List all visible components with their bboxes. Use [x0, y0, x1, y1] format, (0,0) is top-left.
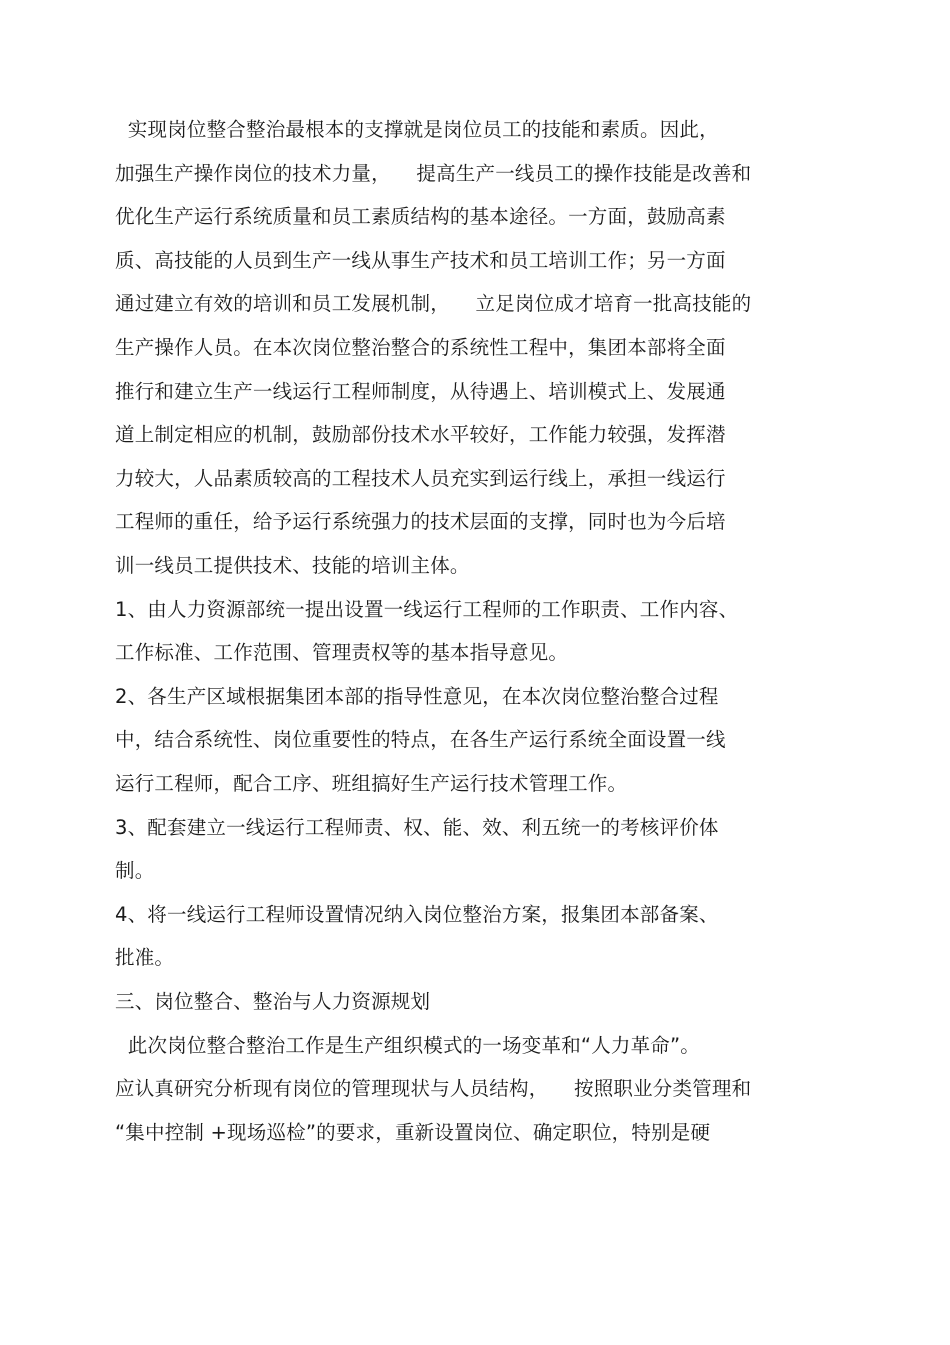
text-line: 力较大，人品素质较高的工程技术人员充实到运行线上，承担一线运行	[115, 467, 726, 490]
section-heading: 三、岗位整合、整治与人力资源规划	[115, 990, 431, 1013]
text-line: 通过建立有效的培训和员工发展机制， 立足岗位成才培育一批高技能的	[115, 292, 752, 315]
text-line: 工程师的重任，给予运行系统强力的技术层面的支撑，同时也为今后培	[115, 510, 726, 533]
text-line: 生产操作人员。在本次岗位整治整合的系统性工程中，集团本部将全面	[115, 336, 726, 359]
text-line: 实现岗位整合整治最根本的支撑就是岗位员工的技能和素质。因此，	[115, 118, 719, 141]
text-line: 运行工程师，配合工序、班组搞好生产运行技术管理工作。	[115, 772, 628, 795]
list-item-2: 2、各生产区域根据集团本部的指导性意见，在本次岗位整治整合过程	[115, 685, 719, 708]
list-item-4: 4、将一线运行工程师设置情况纳入岗位整治方案，报集团本部备案、	[115, 903, 719, 926]
text-line: 批准。	[115, 946, 175, 969]
text-line: 应认真研究分析现有岗位的管理现状与人员结构， 按照职业分类管理和	[115, 1077, 752, 1100]
text-line: 道上制定相应的机制，鼓励部份技术水平较好，工作能力较强，发挥潜	[115, 423, 726, 446]
text-line: 加强生产操作岗位的技术力量， 提高生产一线员工的操作技能是改善和	[115, 162, 752, 185]
text-line: 工作标准、工作范围、管理责权等的基本指导意见。	[115, 641, 569, 664]
text-line: “集中控制 +现场巡检”的要求，重新设置岗位、确定职位，特别是硬	[115, 1121, 711, 1144]
text-line: 此次岗位整合整治工作是生产组织模式的一场变革和“人力革命”。	[115, 1034, 701, 1057]
text-line: 推行和建立生产一线运行工程师制度，从待遇上、培训模式上、发展通	[115, 380, 726, 403]
list-item-3: 3、配套建立一线运行工程师责、权、能、效、利五统一的考核评价体	[115, 816, 719, 839]
text-line: 制。	[115, 859, 155, 882]
text-line: 训一线员工提供技术、技能的培训主体。	[115, 554, 470, 577]
text-line: 质、高技能的人员到生产一线从事生产技术和员工培训工作；另一方面	[115, 249, 726, 272]
text-line: 中，结合系统性、岗位重要性的特点，在各生产运行系统全面设置一线	[115, 728, 726, 751]
list-item-1: 1、由人力资源部统一提出设置一线运行工程师的工作职责、工作内容、	[115, 598, 739, 621]
text-line: 优化生产运行系统质量和员工素质结构的基本途径。一方面，鼓励高素	[115, 205, 726, 228]
